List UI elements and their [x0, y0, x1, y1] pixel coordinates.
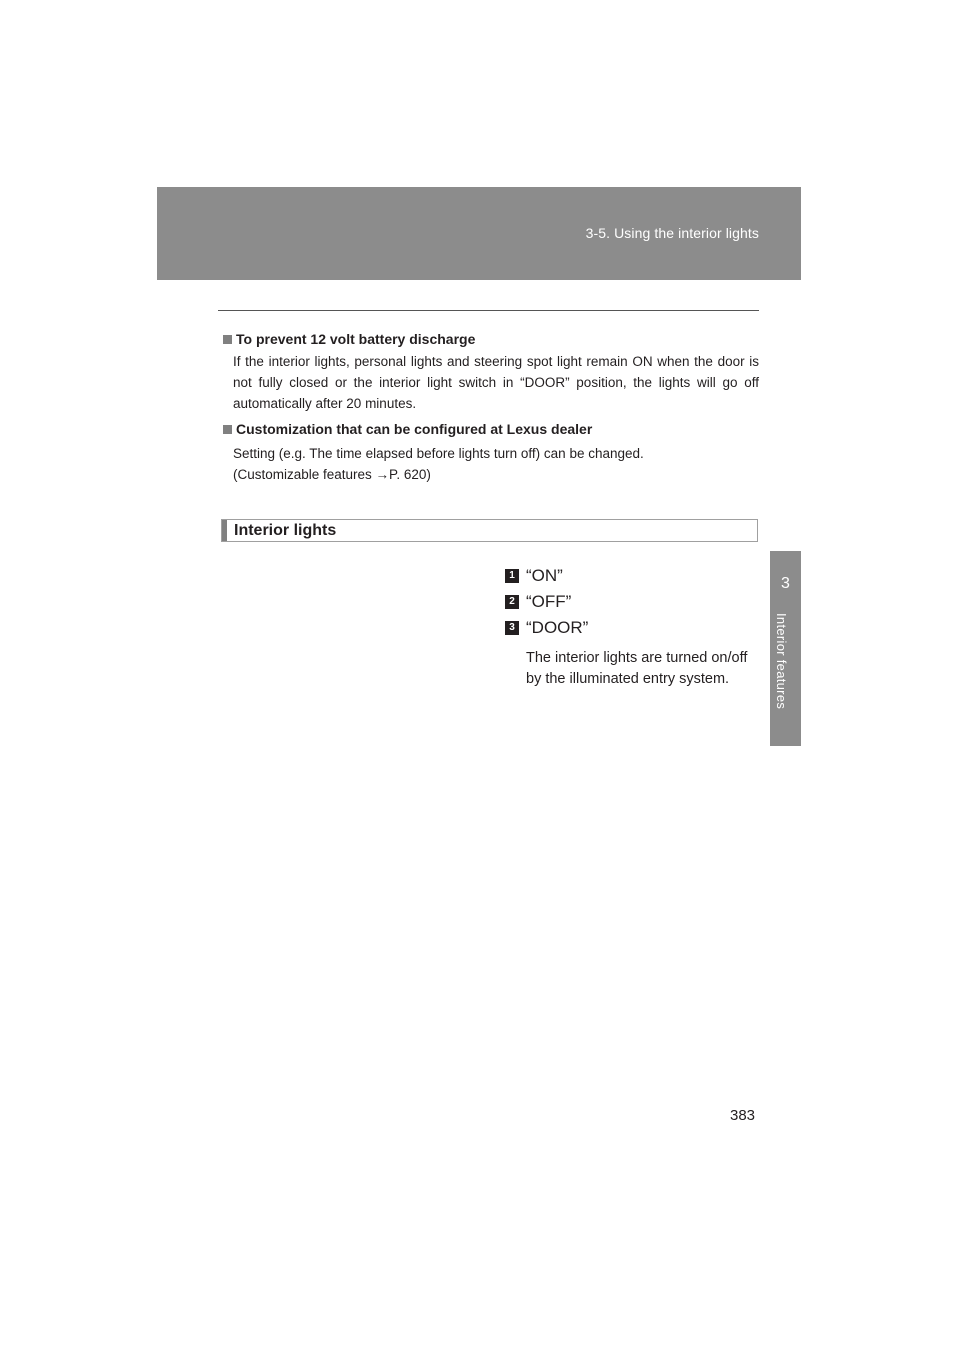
square-bullet-icon: [223, 335, 232, 344]
number-badge-3: 3: [505, 621, 519, 635]
section-title: Interior lights: [234, 522, 337, 539]
door-description: The interior lights are turned on/off by the illuminated entry system.: [526, 650, 748, 687]
position-item-door: [505, 618, 588, 638]
note-customization: [223, 419, 759, 485]
page-number: 383: [730, 1107, 756, 1124]
chapter-number: 3: [781, 575, 790, 592]
note-body: If the interior lights, personal lights and steering spot light remain ON when the door is not fully closed or the interior light switch in “DOOR” position, the lights will go off automatically after 20 minutes.: [233, 354, 759, 411]
note-body-line: Setting (e.g. The time elapsed before lights turn off) can be changed.: [233, 446, 644, 461]
note-heading: To prevent 12 volt battery discharge: [236, 331, 476, 347]
position-label: “DOOR”: [526, 618, 589, 637]
chapter-label: Interior features: [774, 613, 789, 710]
note-battery-discharge: [223, 329, 759, 414]
number-badge-2: 2: [505, 595, 519, 609]
chapter-side-tab: [770, 551, 801, 746]
section-heading-bar: [221, 519, 758, 542]
number-badge-1: 1: [505, 569, 519, 583]
header-band: [157, 187, 801, 280]
section-accent: [222, 520, 227, 541]
top-divider: [218, 310, 759, 311]
section-header-title: 3-5. Using the interior lights: [585, 225, 759, 241]
square-bullet-icon: [223, 425, 232, 434]
position-label: “ON”: [526, 566, 563, 585]
note-heading: Customization that can be configured at Lexus dealer: [236, 421, 593, 437]
position-item-off: [505, 592, 571, 612]
position-label: “OFF”: [526, 592, 572, 611]
position-item-on: [505, 566, 563, 586]
note-body-line: (Customizable features →P. 620): [233, 467, 431, 482]
